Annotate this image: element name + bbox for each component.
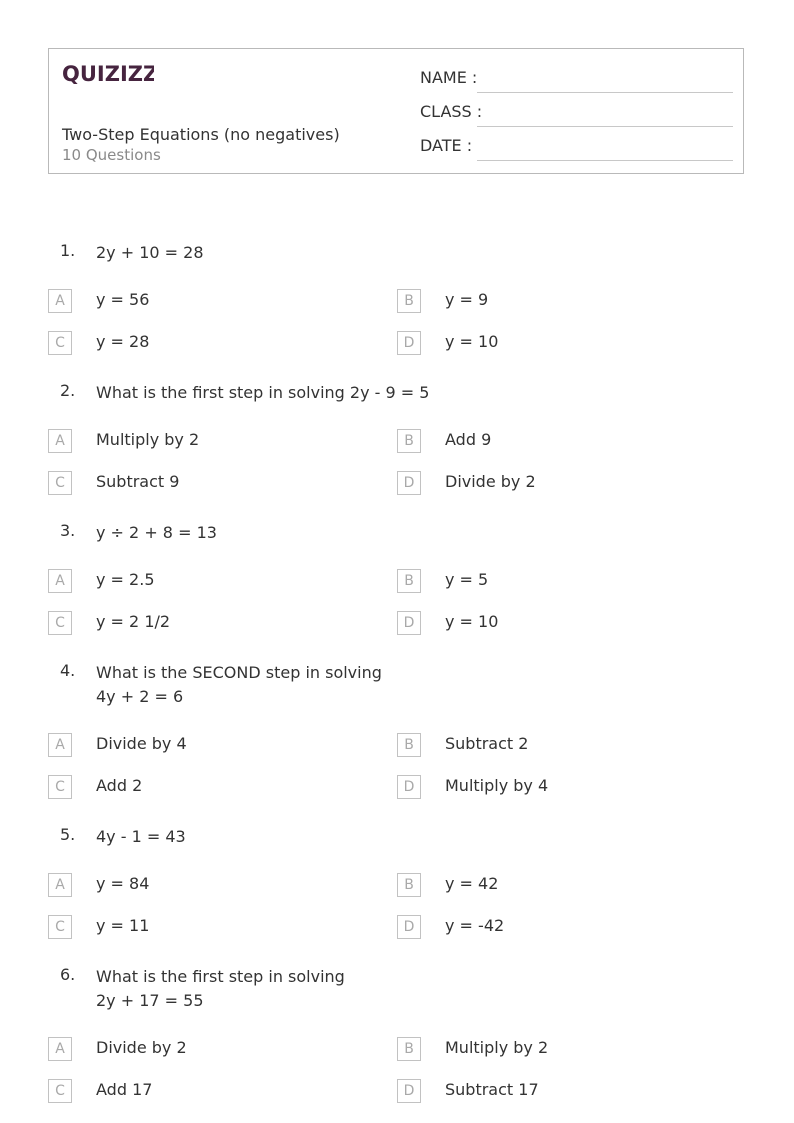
option-text: Subtract 9 — [96, 472, 180, 491]
option-text: Multiply by 4 — [445, 776, 549, 795]
class-field[interactable] — [420, 102, 733, 124]
option-letter: C — [48, 1079, 72, 1103]
question-text: y ÷ 2 + 8 = 13 — [96, 523, 217, 542]
worksheet-title: Two-Step Equations (no negatives) — [62, 125, 340, 144]
option-text: y = 9 — [445, 290, 489, 309]
option-text: Divide by 2 — [96, 1038, 187, 1057]
option-letter: C — [48, 611, 72, 635]
option-letter: D — [397, 775, 421, 799]
option-letter: A — [48, 1037, 72, 1061]
option-text: Multiply by 2 — [445, 1038, 549, 1057]
question-text: What is the first step in solving 2y + 17 = 55 — [96, 967, 345, 1010]
date-label: DATE : — [420, 136, 473, 155]
option-text: y = 56 — [96, 290, 150, 309]
name-field[interactable] — [420, 68, 733, 90]
option-text: y = 10 — [445, 612, 499, 631]
option-letter: C — [48, 471, 72, 495]
option-letter: A — [48, 289, 72, 313]
option-text: Add 9 — [445, 430, 492, 449]
option-text: y = 10 — [445, 332, 499, 351]
worksheet-header — [48, 48, 744, 174]
question-number: 4. — [60, 661, 76, 680]
question-number: 1. — [60, 241, 76, 260]
name-label: NAME : — [420, 68, 478, 87]
option-letter: C — [48, 331, 72, 355]
option-letter: C — [48, 775, 72, 799]
option-text: y = -42 — [445, 916, 505, 935]
option-text: Divide by 2 — [445, 472, 536, 491]
option-letter: A — [48, 733, 72, 757]
option-text: Add 17 — [96, 1080, 153, 1099]
option-letter: A — [48, 873, 72, 897]
question-number: 6. — [60, 965, 76, 984]
question-count: 10 Questions — [62, 146, 161, 164]
option-text: y = 28 — [96, 332, 150, 351]
option-letter: B — [397, 289, 421, 313]
option-letter: B — [397, 1037, 421, 1061]
question-number: 2. — [60, 381, 76, 400]
option-text: y = 42 — [445, 874, 499, 893]
option-letter: D — [397, 915, 421, 939]
date-line[interactable] — [477, 160, 733, 161]
option-letter: D — [397, 1079, 421, 1103]
option-letter: B — [397, 429, 421, 453]
option-text: y = 84 — [96, 874, 150, 893]
option-letter: D — [397, 471, 421, 495]
option-letter: A — [48, 569, 72, 593]
question-text: 2y + 10 = 28 — [96, 243, 204, 262]
option-letter: B — [397, 873, 421, 897]
option-text: y = 2 1/2 — [96, 612, 171, 631]
question-text: 4y - 1 = 43 — [96, 827, 186, 846]
option-text: y = 11 — [96, 916, 150, 935]
option-text: Multiply by 2 — [96, 430, 200, 449]
question-number: 5. — [60, 825, 76, 844]
name-line[interactable] — [477, 92, 733, 93]
option-letter: D — [397, 331, 421, 355]
option-text: Divide by 4 — [96, 734, 187, 753]
quizizz-logo — [62, 59, 154, 91]
class-line[interactable] — [477, 126, 733, 127]
option-letter: B — [397, 569, 421, 593]
option-letter: D — [397, 611, 421, 635]
option-letter: C — [48, 915, 72, 939]
question-text: What is the SECOND step in solving 4y + 2 = 6 — [96, 663, 382, 706]
class-label: CLASS : — [420, 102, 483, 121]
question-text: What is the first step in solving 2y - 9 = 5 — [96, 383, 430, 402]
option-text: y = 2.5 — [96, 570, 155, 589]
option-letter: A — [48, 429, 72, 453]
option-letter: B — [397, 733, 421, 757]
logo-text: QUIZIZZ — [62, 62, 154, 86]
option-text: Add 2 — [96, 776, 143, 795]
option-text: Subtract 17 — [445, 1080, 539, 1099]
date-field[interactable] — [420, 136, 733, 158]
question-number: 3. — [60, 521, 76, 540]
option-text: y = 5 — [445, 570, 489, 589]
option-text: Subtract 2 — [445, 734, 529, 753]
